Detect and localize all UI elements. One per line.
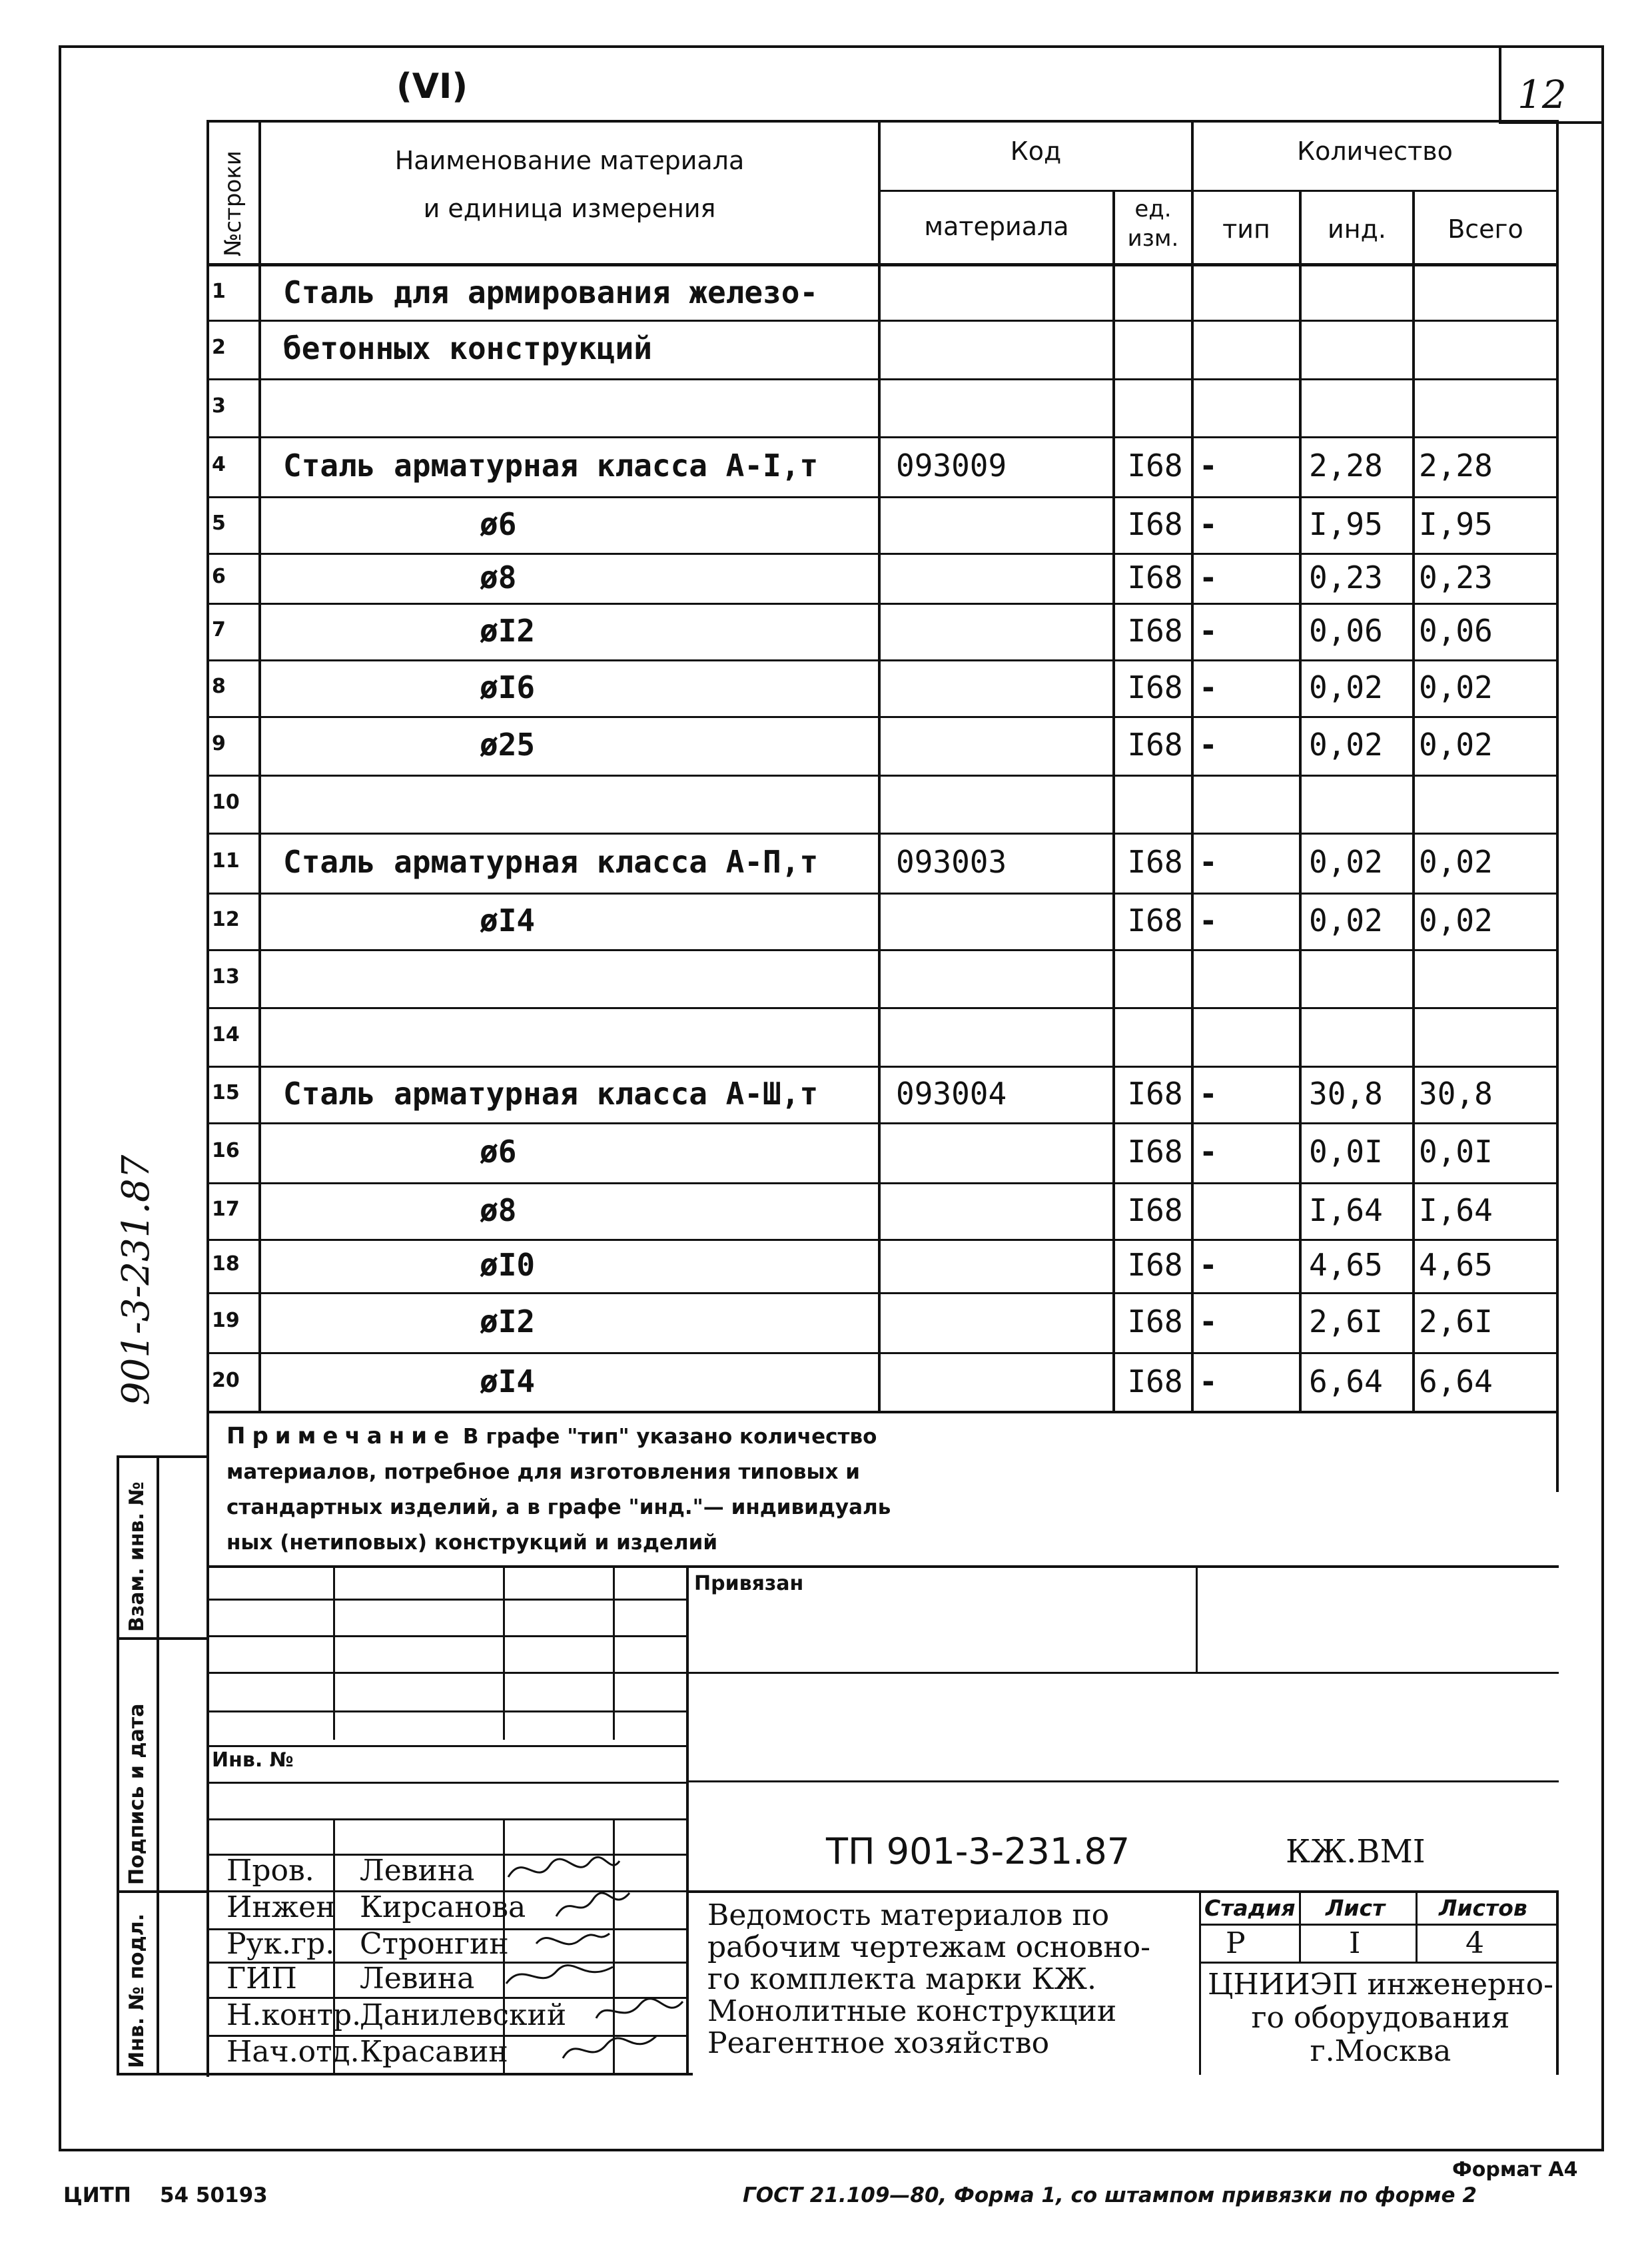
qty-ind: 0,02 [1309, 844, 1383, 880]
qty-ind: 2,28 [1309, 448, 1383, 484]
row-divider [206, 833, 1559, 835]
qty-ind: 6,64 [1309, 1363, 1383, 1399]
qty-ind: 0,23 [1309, 559, 1383, 595]
signature-3 [533, 1924, 613, 1957]
footer-right: ГОСТ 21.109—80, Форма 1, со штампом привязки по форме 2 [743, 2183, 1477, 2207]
header-qty-total: Всего [1447, 214, 1523, 244]
stamp-sheets: 4 [1465, 1926, 1484, 1960]
unit-code: I68 [1127, 448, 1183, 484]
qty-ind: 0,0I [1309, 1134, 1383, 1170]
row-divider [206, 659, 1559, 661]
note-line-4: ных (нетиповых) конструкций и изделий [226, 1531, 718, 1555]
row-number: 4 [212, 453, 226, 476]
unit-code: I68 [1127, 844, 1183, 880]
stamp-title-line: го комплекта марки КЖ. [707, 1962, 1097, 1996]
signature-1 [503, 1849, 623, 1889]
qty-type: - [1199, 1075, 1218, 1112]
role-person: Данилевский [360, 1998, 567, 2032]
side-doc-code: 901-3-231.87 [115, 1154, 158, 1405]
row-number: 15 [212, 1080, 240, 1104]
side-inv-podl: Инв. № подл. [125, 1913, 149, 2068]
qty-total: 2,28 [1419, 448, 1493, 484]
row-divider [206, 320, 1559, 322]
signature-5 [593, 1992, 686, 2028]
qty-total: 4,65 [1419, 1247, 1493, 1283]
row-number: 19 [212, 1309, 240, 1332]
qty-total: 0,02 [1419, 844, 1493, 880]
material-name: Сталь арматурная класса А-I,т [283, 448, 819, 484]
role-title: Н.контр. [226, 1998, 362, 2032]
note-line-1: В графе "тип" указано количество [456, 1425, 877, 1449]
qty-type: - [1199, 448, 1218, 484]
role-person: Левина [360, 1854, 475, 1888]
qty-type: - [1199, 1134, 1218, 1170]
qty-total: I,64 [1419, 1192, 1493, 1228]
material-code: 093009 [896, 448, 1007, 484]
signature-2 [553, 1886, 633, 1926]
header-name: Наименование материала и единица измерения [394, 146, 745, 223]
row-number: 5 [212, 511, 226, 535]
row-divider [206, 1007, 1559, 1009]
header-code-unit: ед. изм. [1127, 196, 1179, 252]
unit-code: I68 [1127, 612, 1183, 649]
row-divider [206, 1239, 1559, 1241]
role-person: Кирсанова [360, 1890, 526, 1924]
stamp-sheets-label: Листов [1439, 1895, 1527, 1921]
material-code: 093004 [896, 1075, 1007, 1112]
unit-code: I68 [1127, 559, 1183, 595]
side-podpis-data: Подпись и дата [125, 1703, 149, 1885]
row-divider [206, 1292, 1559, 1294]
qty-ind: 0,06 [1309, 612, 1383, 649]
row-divider [206, 553, 1559, 555]
material-name: ø6 [480, 1134, 517, 1170]
row-number: 20 [212, 1369, 240, 1392]
qty-total: 0,02 [1419, 669, 1493, 705]
note-line-2: материалов, потребное для изготовления типовых и [226, 1460, 861, 1484]
footer-left: ЦИТП 54 50193 [63, 2183, 268, 2207]
header-qty: Количество [1297, 137, 1453, 166]
qty-type: - [1199, 902, 1218, 938]
row-number: 14 [212, 1023, 240, 1046]
row-divider [206, 603, 1559, 605]
unit-code: I68 [1127, 1075, 1183, 1112]
material-name: øI6 [480, 669, 536, 705]
row-number: 6 [212, 564, 226, 588]
material-name: Сталь для армирования железо- [283, 274, 819, 310]
row-number: 3 [212, 394, 226, 418]
role-person: Стронгин [360, 1927, 509, 1961]
role-title: Пров. [226, 1854, 314, 1888]
qty-total: 0,0I [1419, 1134, 1493, 1170]
role-title: ГИП [226, 1962, 297, 1996]
note-text [226, 1419, 1492, 1561]
unit-code: I68 [1127, 1247, 1183, 1283]
qty-type: - [1199, 727, 1218, 763]
role-title: Инжен [226, 1890, 336, 1924]
qty-type: - [1199, 612, 1218, 649]
role-title: Рук.гр. [226, 1927, 335, 1961]
qty-type: - [1199, 559, 1218, 595]
material-name: ø6 [480, 506, 517, 542]
qty-total: I,95 [1419, 506, 1493, 542]
header-qty-ind: инд. [1328, 214, 1386, 244]
qty-total: 6,64 [1419, 1363, 1493, 1399]
row-number: 13 [212, 964, 240, 988]
qty-ind: I,64 [1309, 1192, 1383, 1228]
unit-code: I68 [1127, 506, 1183, 542]
unit-code: I68 [1127, 669, 1183, 705]
qty-ind: 30,8 [1309, 1075, 1383, 1112]
unit-code: I68 [1127, 1134, 1183, 1170]
stamp-mark: КЖ.ВМI [1286, 1833, 1426, 1870]
qty-type: - [1199, 1247, 1218, 1283]
row-divider [206, 496, 1559, 498]
stamp-org-line: го оборудования [1251, 2001, 1510, 2035]
stamp-sheet: I [1349, 1926, 1361, 1960]
row-number: 9 [212, 732, 226, 755]
unit-code: I68 [1127, 1304, 1183, 1339]
side-vzam-inv: Взам. инв. № [125, 1481, 149, 1632]
qty-type: - [1199, 669, 1218, 705]
unit-code: I68 [1127, 1192, 1183, 1228]
stamp-sheet-label: Лист [1326, 1895, 1386, 1921]
row-number: 17 [212, 1197, 240, 1221]
material-name: øI4 [480, 1363, 536, 1399]
row-divider [206, 1066, 1559, 1068]
material-name: ø25 [480, 727, 536, 763]
qty-total: 2,6I [1419, 1304, 1493, 1339]
row-divider [206, 436, 1559, 438]
signature-4 [503, 1957, 616, 1994]
qty-total: 0,06 [1419, 612, 1493, 649]
material-name: øI2 [480, 612, 536, 649]
header-code-material: материала [924, 212, 1069, 241]
note-line-3: стандартных изделий, а в графе "инд."— индивидуаль [226, 1495, 891, 1519]
role-title: Нач.отд. [226, 2035, 360, 2069]
qty-ind: 0,02 [1309, 669, 1383, 705]
qty-total: 30,8 [1419, 1075, 1493, 1112]
qty-ind: 4,65 [1309, 1247, 1383, 1283]
row-number: 2 [212, 336, 226, 359]
header-qty-type: тип [1222, 214, 1270, 244]
qty-total: 0,23 [1419, 559, 1493, 595]
stamp-title-line: Ведомость материалов по [707, 1898, 1110, 1932]
qty-type: - [1199, 1363, 1218, 1399]
stamp-title-line: Монолитные конструкции [707, 1994, 1117, 2028]
row-divider [206, 893, 1559, 895]
row-number: 8 [212, 674, 226, 698]
material-name: бетонных конструкций [283, 330, 652, 366]
row-divider [206, 1182, 1559, 1184]
qty-ind: I,95 [1309, 506, 1383, 542]
stamp-org-line: г.Москва [1310, 2034, 1451, 2068]
role-person: Левина [360, 1962, 475, 1996]
footer-format: Формат А4 [1452, 2158, 1578, 2181]
row-divider [206, 1122, 1559, 1124]
unit-code: I68 [1127, 727, 1183, 763]
row-divider [206, 716, 1559, 718]
row-divider [206, 378, 1559, 380]
row-divider [206, 775, 1559, 777]
signature-6 [560, 2028, 659, 2068]
material-name: øI4 [480, 902, 536, 938]
material-code: 093003 [896, 844, 1007, 880]
stamp-title [707, 1900, 1150, 2059]
row-number: 10 [212, 790, 240, 814]
material-name: øI0 [480, 1247, 536, 1283]
qty-type: - [1199, 844, 1218, 880]
material-name: ø8 [480, 1192, 517, 1228]
material-name: Сталь арматурная класса А-Ш,т [283, 1075, 819, 1112]
row-number: 7 [212, 617, 226, 641]
qty-type: - [1199, 1304, 1218, 1339]
row-number: 1 [212, 280, 226, 303]
material-name: øI2 [480, 1304, 536, 1339]
stamp-stage: Р [1226, 1926, 1246, 1960]
stamp-title-line: рабочим чертежам основно- [707, 1930, 1151, 1964]
stamp-org [1202, 1968, 1559, 2068]
stamp-stage-label: Стадия [1204, 1895, 1296, 1921]
stamp-title-line: Реагентное хозяйство [707, 2026, 1050, 2060]
unit-code: I68 [1127, 902, 1183, 938]
stamp-doc-code: ТП 901-3-231.87 [826, 1830, 1130, 1872]
row-number: 12 [212, 907, 240, 931]
row-number: 16 [212, 1139, 240, 1162]
material-name: ø8 [480, 559, 517, 595]
note-title: Примечание [226, 1423, 456, 1449]
qty-total: 0,02 [1419, 727, 1493, 763]
stamp-inv-no: Инв. № [212, 1748, 294, 1772]
material-name: Сталь арматурная класса А-П,т [283, 844, 819, 880]
row-divider [206, 1352, 1559, 1354]
qty-total: 0,02 [1419, 902, 1493, 938]
qty-type: - [1199, 506, 1218, 542]
header-row-number: №строки [220, 151, 246, 256]
row-divider [206, 949, 1559, 951]
header-code: Код [1010, 137, 1062, 166]
stamp-privyazan: Привязан [694, 1572, 804, 1595]
qty-ind: 0,02 [1309, 902, 1383, 938]
qty-ind: 0,02 [1309, 727, 1383, 763]
stamp-org-line: ЦНИИЭП инженерно- [1208, 1968, 1553, 2002]
row-number: 11 [212, 849, 240, 873]
role-person: Красавин [360, 2035, 508, 2069]
unit-code: I68 [1127, 1363, 1183, 1399]
sheet-number: 12 [1517, 72, 1567, 117]
sheet-label: (VI) [396, 67, 468, 107]
row-number: 18 [212, 1252, 240, 1276]
qty-ind: 2,6I [1309, 1304, 1383, 1339]
